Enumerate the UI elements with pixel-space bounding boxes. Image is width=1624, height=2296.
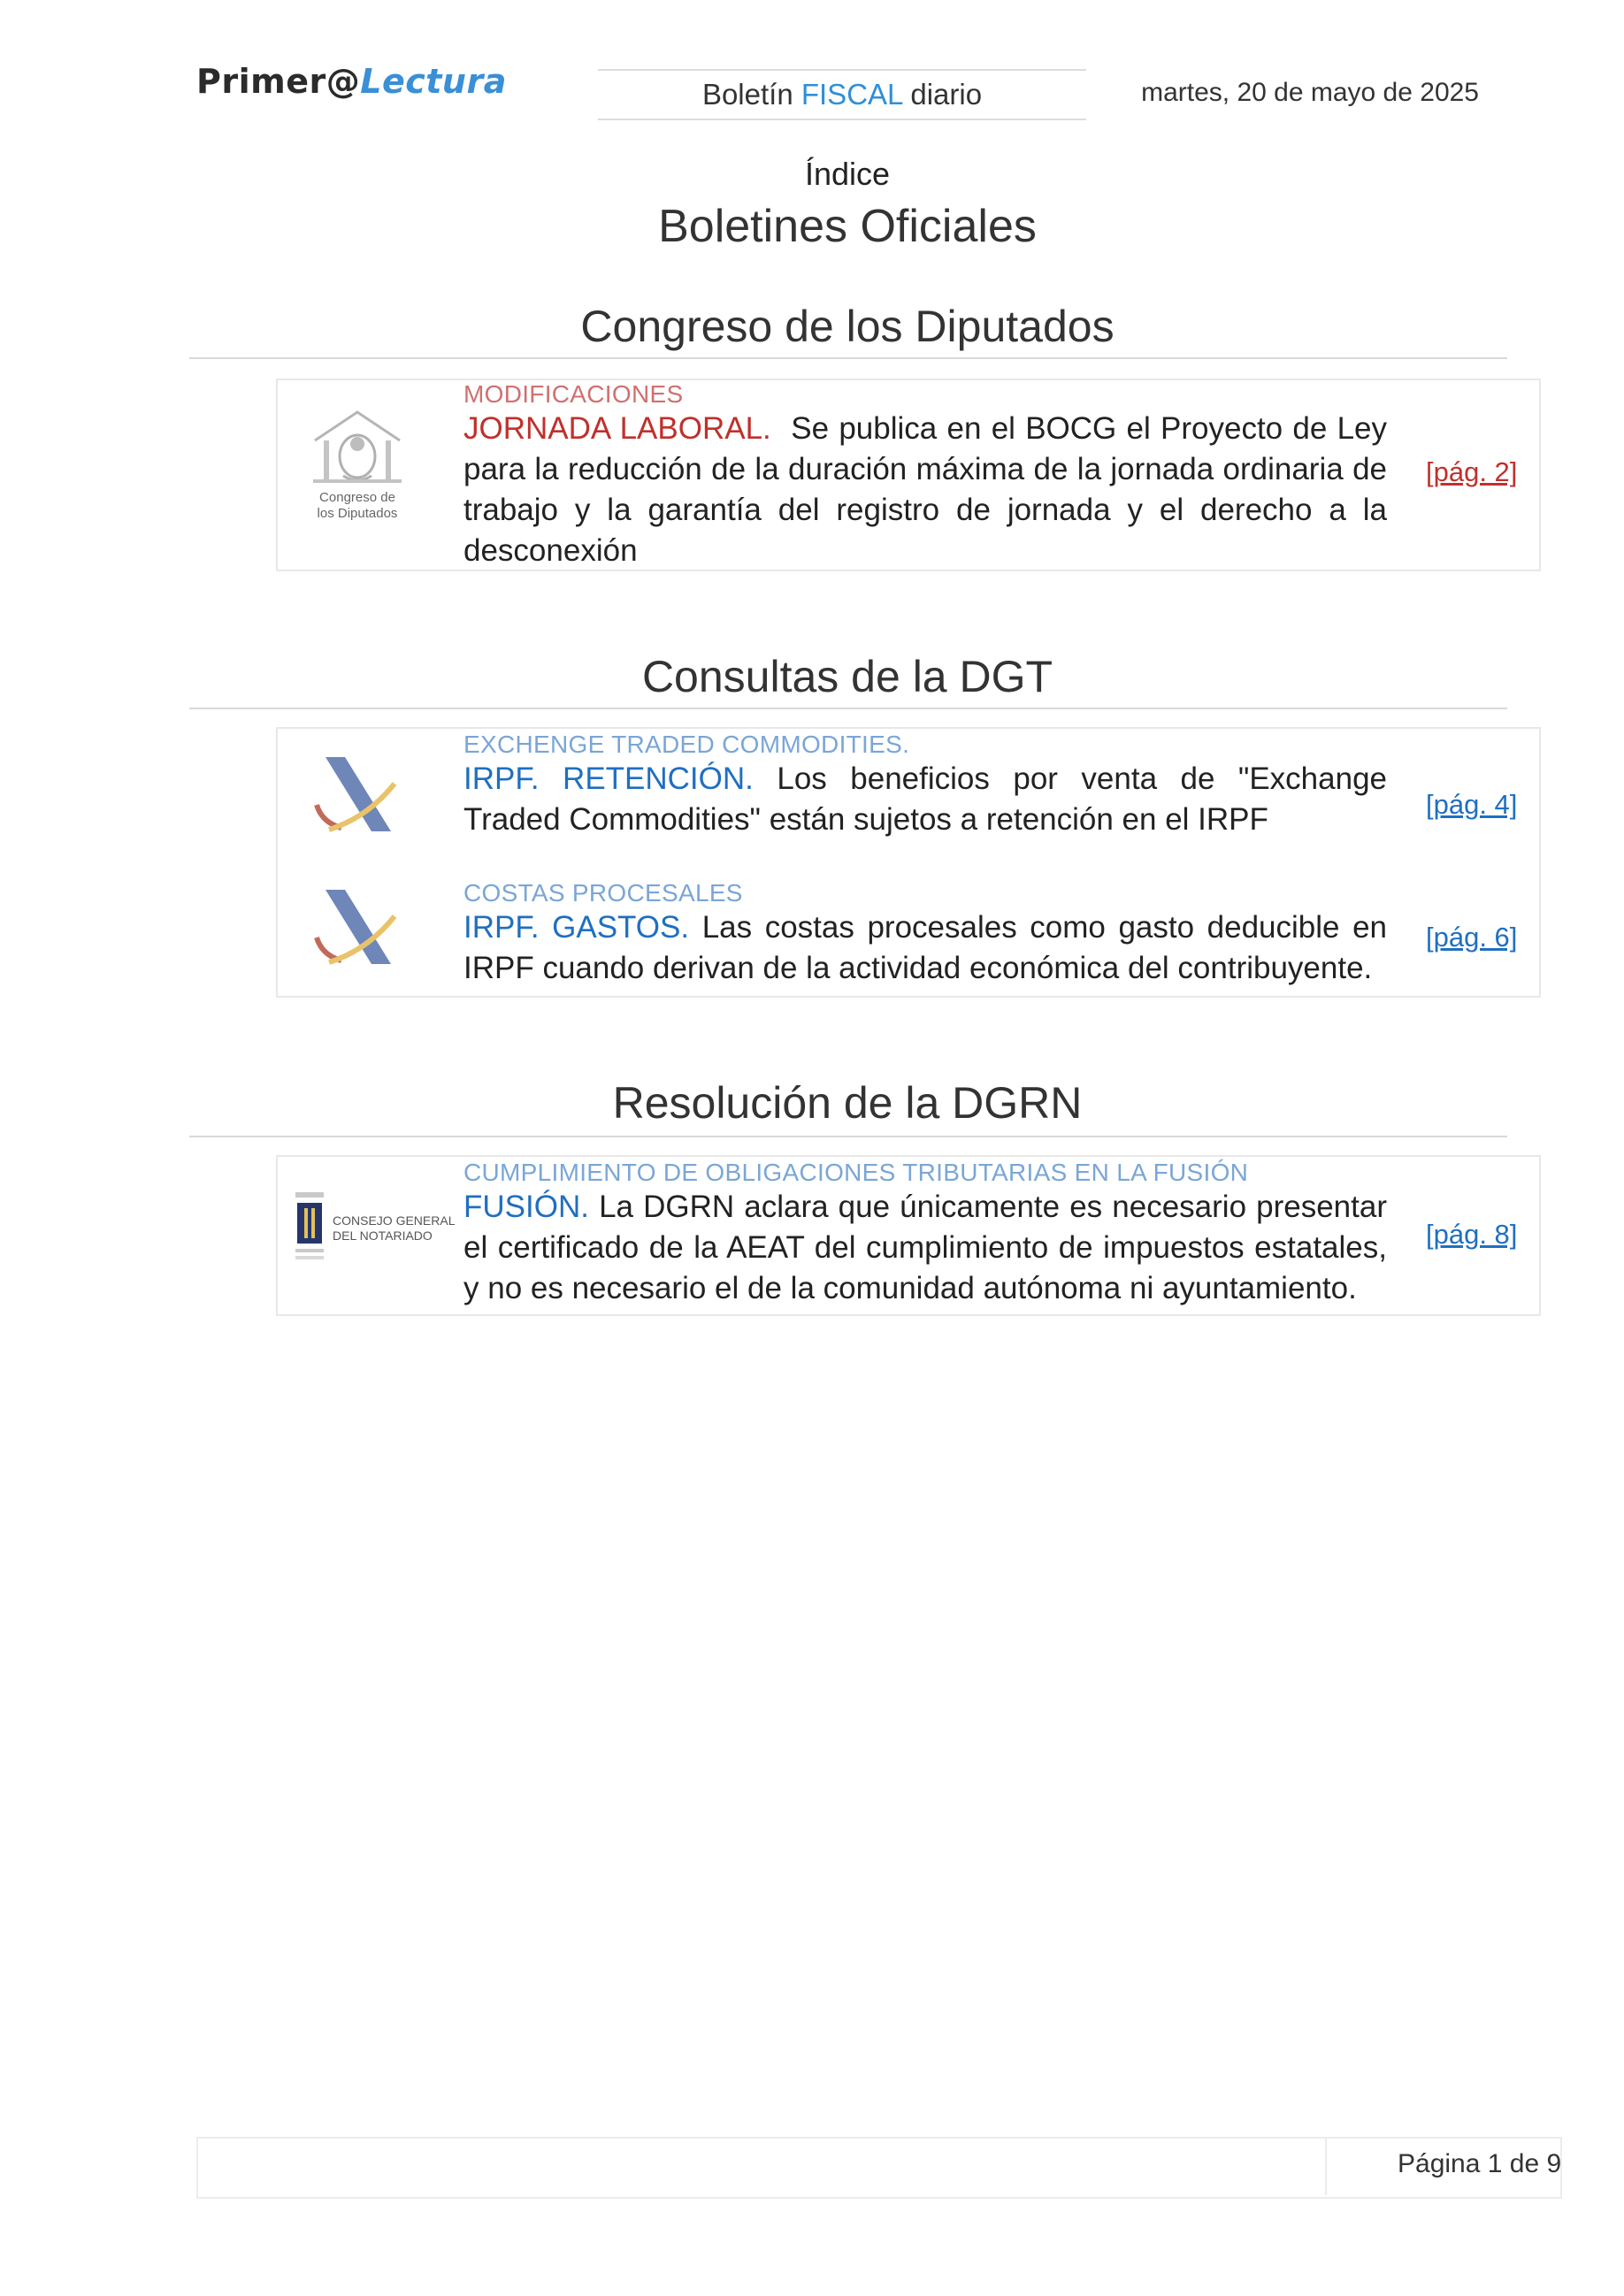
entry-text: Se publica en el BOCG el Proyecto de Ley para la reducción de la duración máxima de la jornada ordinaria de trabajo y la garantía del registro de jornada y el derecho a la desconexión [463,411,1387,568]
entry-topic: IRPF. RETENCIÓN. [463,762,754,796]
page-footer [196,2137,1562,2199]
entry-topic: IRPF. GASTOS. [463,910,690,945]
entry-summary [463,759,1387,840]
aeat-logo [310,888,398,966]
entry-text: Los beneficios por venta de "Exchange Traded Commodities" están sujetos a retención en el IRPF [463,762,1388,837]
page-link-6[interactable]: [pág. 6] [1426,922,1518,953]
entry-category: MODIFICACIONES [463,380,684,408]
entry-jornada-laboral [463,380,1387,571]
section-title-congreso: Congreso de los Diputados [580,302,1115,351]
index-title: Boletines Oficiales [658,201,1037,252]
aeat-logo [310,755,398,833]
notariado-logo-caption: CONSEJO GENERAL DEL NOTARIADO [333,1213,456,1243]
entry-text: La DGRN aclara que únicamente es necesario presentar el certificado de la AEAT del cumplimiento de impuestos estatales, y no es necesario el de la comunidad autónoma ni ayuntamiento. [463,1190,1387,1305]
page-number: Página 1 de 9 [1398,2149,1562,2178]
notariado-emblem-icon [294,1190,326,1265]
section-divider [189,1136,1507,1137]
congreso-logo [304,405,410,538]
entry-summary [463,409,1387,571]
section-title-dgt: Consultas de la DGT [641,652,1053,701]
entry-summary [463,1187,1387,1309]
entry-category: EXCHENGE TRADED COMMODITIES. [463,731,910,758]
entry-topic: JORNADA LABORAL. [463,411,771,446]
page-link-4[interactable]: [pág. 4] [1426,789,1518,820]
primera-lectura-logo [196,62,507,101]
entry-etc [463,731,1387,840]
section-divider [189,708,1507,709]
page-link-2[interactable]: [pág. 2] [1426,456,1518,487]
logo-text-primera: Primer@ [196,62,361,101]
entry-category: COSTAS PROCESALES [463,879,743,907]
logo-text-lectura: Lectura [360,62,507,101]
entry-costas [463,879,1387,989]
bulletin-fiscal: FISCAL [801,78,903,111]
footer-divider [1325,2137,1327,2195]
page-link-8[interactable]: [pág. 8] [1426,1219,1518,1250]
aeat-icon [310,755,398,833]
entry-category: CUMPLIMIENTO DE OBLIGACIONES TRIBUTARIAS EN LA FUSIÓN [463,1159,1249,1186]
notariado-logo [294,1190,456,1265]
bulletin-name: Boletín FISCAL diario [598,69,1086,120]
aeat-icon [310,888,398,966]
section-title-dgrn: Resolución de la DGRN [612,1078,1083,1128]
section-divider [189,357,1507,359]
entry-topic: FUSIÓN. [463,1190,589,1224]
header-date: martes, 20 de mayo de 2025 [1141,78,1479,107]
congreso-logo-caption: Congreso de los Diputados [317,490,398,521]
entry-summary [463,907,1387,989]
index-label: Índice [804,156,891,192]
entry-fusion [463,1159,1387,1309]
entry-text: Las costas procesales como gasto deducible en IRPF cuando derivan de la actividad económica del contribuyente. [463,910,1388,985]
congreso-lion-icon [304,405,410,490]
